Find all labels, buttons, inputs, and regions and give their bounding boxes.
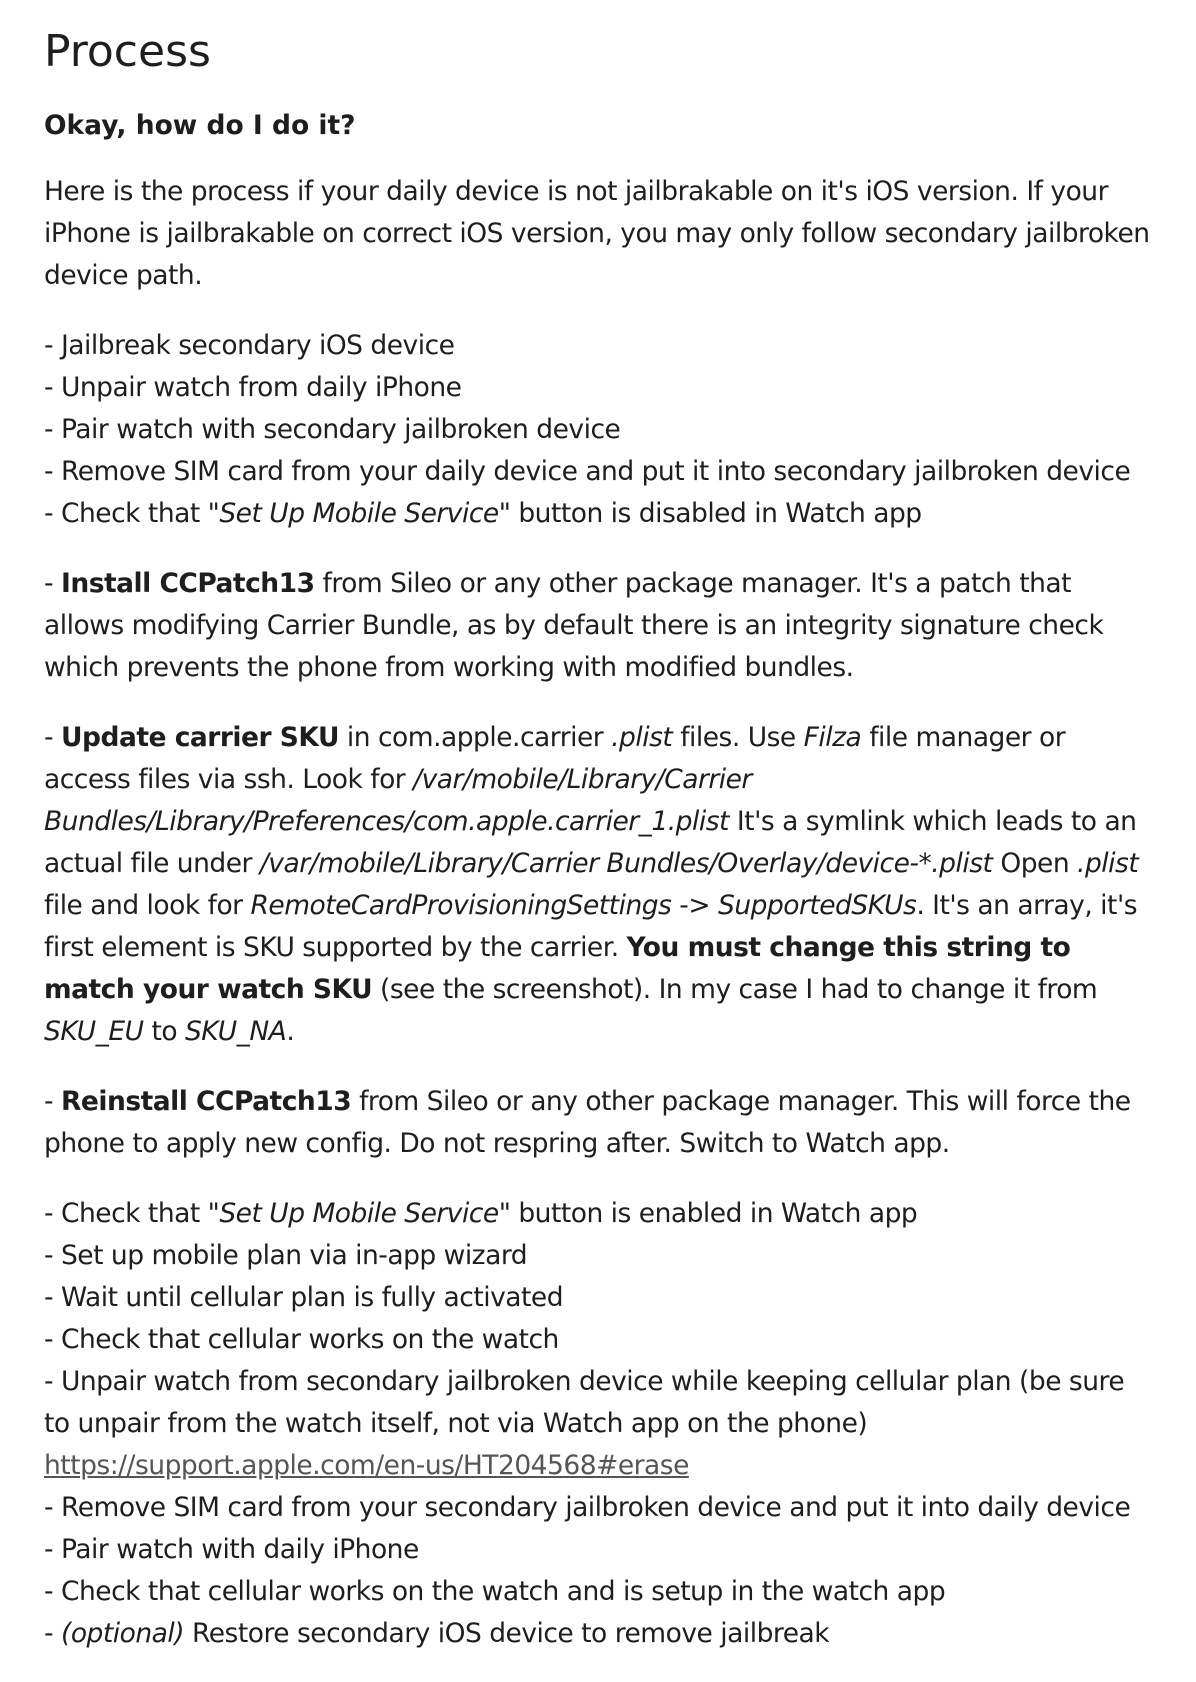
final-steps-list — [44, 1193, 1156, 1655]
list-item: - Wait until cellular plan is fully activated — [44, 1282, 564, 1314]
section-title: Process — [44, 26, 211, 77]
bold-text: Update carrier SKU — [61, 722, 339, 754]
support-link[interactable]: https://support.apple.com/en-us/HT204568#erase — [44, 1450, 689, 1482]
emphasis-text: Set Up Mobile Service — [219, 498, 499, 530]
list-item: - Remove SIM card from your secondary jailbroken device and put it into daily device — [44, 1492, 1131, 1524]
list-item: - Check that cellular works on the watch — [44, 1324, 559, 1356]
list-item-optional: - (optional) Restore secondary iOS device to remove jailbreak — [44, 1618, 830, 1650]
update-sku-step: - Update carrier SKU in com.apple.carrier .plist files. Use Filza file manager or access files via ssh. Look for /var/mobile/Library/Carrier Bundles/Library/Preferences/com.apple.carrier_1.plist It's a symlink which leads to an actual file under /var/mobile/Library/Carrier Bundles/Overlay/device-*.plist Open .plist file and look for RemoteCardProvisioningSettings -> SupportedSKUs. It's an array, it's first element is SKU supported by the carrier. You must change this string to match your watch SKU (see the screenshot). In my case I had to change it from SKU_EU to SKU_NA. — [44, 722, 1139, 1048]
install-step: - Install CCPatch13 from Sileo or any other package manager. It's a patch that allows modifying Carrier Bundle, as by default there is an integrity signature check which prevents the phone from working with modified bundles. — [44, 568, 1104, 684]
emphasis-text: (optional) — [61, 1618, 185, 1650]
list-item: - Check that cellular works on the watch and is setup in the watch app — [44, 1576, 946, 1608]
emphasis-text: Set Up Mobile Service — [219, 1198, 499, 1230]
section-subtitle: Okay, how do I do it? — [44, 109, 356, 141]
support-link-line — [44, 1445, 1156, 1487]
list-item: - Set up mobile plan via in-app wizard — [44, 1240, 528, 1272]
list-item: - Unpair watch from secondary jailbroken device while keeping cellular plan (be sure to unpair from the watch itself, not via Watch app on the phone) — [44, 1366, 1125, 1440]
list-item: - Remove SIM card from your daily device and put it into secondary jailbroken device — [44, 456, 1131, 488]
bold-text: You must change this string to match your watch SKU — [44, 932, 1071, 1006]
reinstall-step: - Reinstall CCPatch13 from Sileo or any other package manager. This will force the phone to apply new config. Do not respring after. Switch to Watch app. — [44, 1086, 1131, 1160]
list-item: - Jailbreak secondary iOS device — [44, 330, 455, 362]
list-item: - Unpair watch from daily iPhone — [44, 372, 462, 404]
bold-text: Install CCPatch13 — [61, 568, 315, 600]
prep-steps-list — [44, 325, 1156, 535]
list-item-check-disabled: - Check that "Set Up Mobile Service" button is disabled in Watch app — [44, 498, 922, 530]
list-item: - Pair watch with secondary jailbroken device — [44, 414, 621, 446]
list-item: - Pair watch with daily iPhone — [44, 1534, 419, 1566]
file-path: /var/mobile/Library/Carrier Bundles/Overlay/device-*.plist — [259, 848, 993, 880]
file-path: /var/mobile/Library/Carrier Bundles/Library/Preferences/com.apple.carrier_1.plist — [44, 764, 752, 838]
bold-text: Reinstall CCPatch13 — [61, 1086, 352, 1118]
intro-paragraph: Here is the process if your daily device is not jailbrakable on it's iOS version. If your iPhone is jailbrakable on correct iOS version, you may only follow secondary jailbroken device path. — [44, 176, 1150, 292]
list-item-check-enabled: - Check that "Set Up Mobile Service" button is enabled in Watch app — [44, 1198, 918, 1230]
